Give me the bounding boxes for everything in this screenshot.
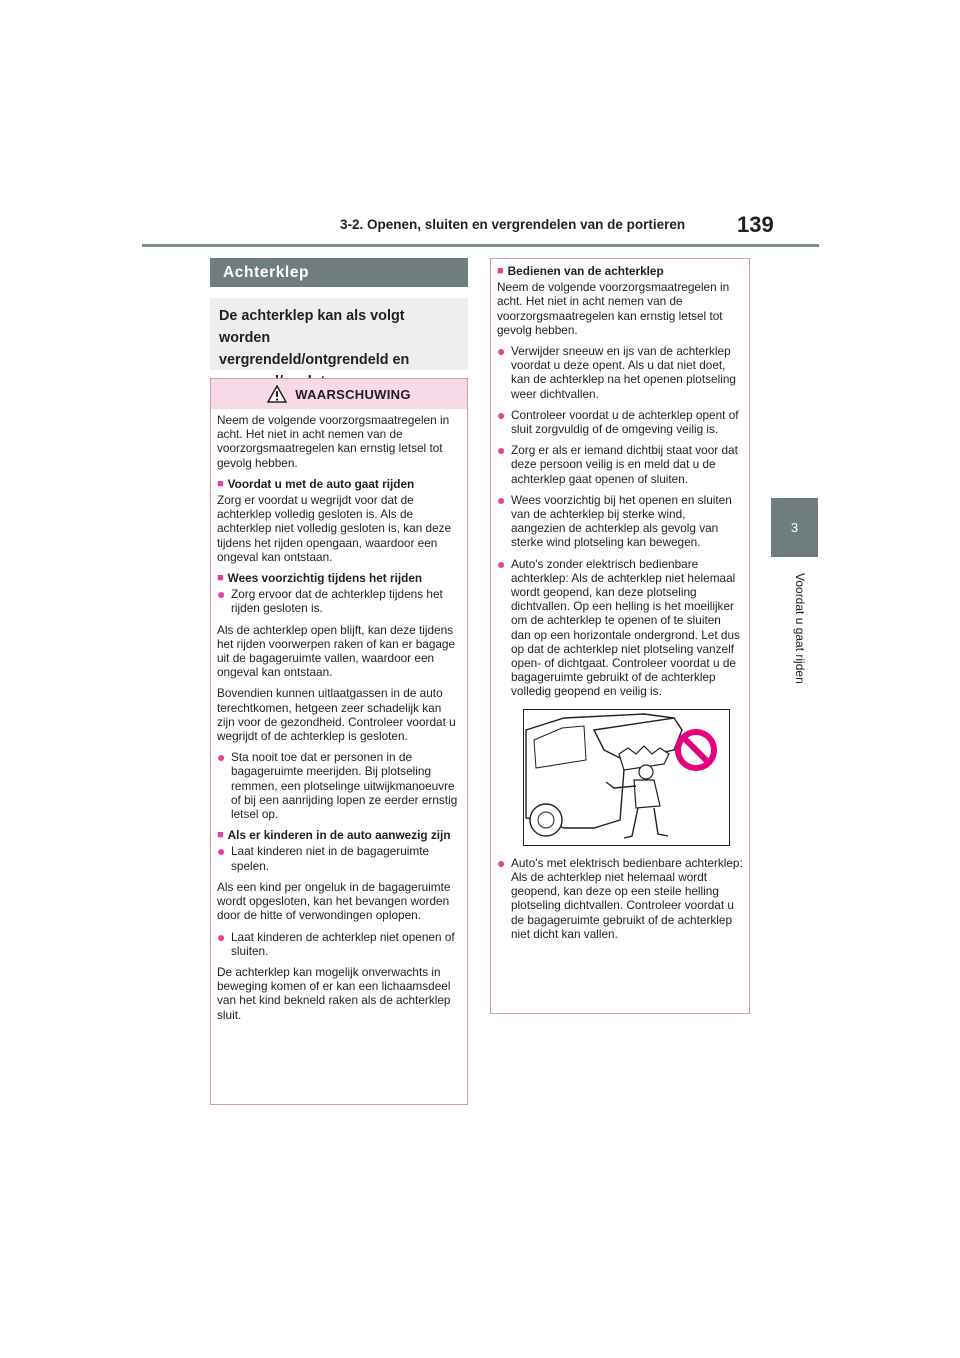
bullet-dot-icon: ●: [217, 586, 226, 603]
chapter-label: Voordat u gaat rijden: [793, 573, 807, 684]
bullet-dot-icon: ●: [497, 491, 506, 508]
square-bullet-icon: ■: [217, 477, 224, 490]
subheading: ■ Voordat u met de auto gaat rijden: [217, 476, 415, 491]
bullet-dot-icon: ●: [217, 749, 226, 766]
warning-intro: Neem de volgende voorzorgsmaatregelen in acht. Het niet in acht nemen van de voorzorgsmaatregelen kan ernstig letsel tot gevolg hebben.: [217, 413, 450, 470]
bullet-item: ● Sta nooit toe dat er personen in de bagageruimte meerijden. Bij plotseling remmen, een plotselinge uitwijkmanoeuvre of bij een aanrijding lopen ze eerder ernstig letsel op.: [217, 749, 458, 822]
warning-title: WAARSCHUWING: [295, 386, 411, 402]
warning-header: [211, 379, 467, 409]
bullet-dot-icon: ●: [217, 843, 226, 860]
chapter-tab[interactable]: 3: [771, 498, 818, 557]
paragraph: Zorg er voordat u wegrijdt voor dat de achterklep volledig gesloten is. Als de achterklep niet volledig gesloten is, kan deze tijdens het rijden opengaan, waardoor een ongeval kan ontstaan.: [217, 493, 452, 564]
section-title: Achterklep: [210, 258, 468, 287]
subheading: ■ Als er kinderen in de auto aanwezig zijn: [217, 828, 451, 843]
intro-line: vergrendeld/ontgrendeld en: [219, 352, 410, 368]
paragraph: Neem de volgende voorzorgsmaatregelen in acht. Het niet in acht nemen van de voorzorgsmaatregelen kan ernstig letsel tot gevolg hebben.: [497, 280, 730, 337]
bullet-item: ● Auto's zonder elektrisch bedienbare achterklep: Als de achterklep niet helemaal wordt geopend, kan deze plotseling dichtvallen. Op een helling is het moeilijker om de achterklep te openen of te sluiten dan op een horizontale ondergrond. Let dus op dat de achterklep niet plotseling vanzelf open- of dichtgaat. Controleer voordat u de bagageruimte gebruikt of de achterklep volledig geopend en veilig is.: [497, 555, 740, 699]
page-number: 139: [737, 212, 774, 237]
bullet-item: ● Auto's met elektrisch bedienbare achterklep: Als de achterklep niet helemaal wordt geopend, kan deze op een steile helling plotseling dichtvallen. Controleer voordat u de bagageruimte gebruikt of de achterklep niet dicht kan vallen.: [497, 854, 743, 941]
operation-content: [491, 259, 749, 941]
running-header: 3-2. Openen, sluiten en vergrendelen van de portieren: [340, 217, 686, 232]
tailgate-drawing: [524, 710, 729, 845]
warning-box: [210, 378, 468, 1105]
bullet-dot-icon: ●: [497, 442, 506, 459]
subheading: ■ Bedienen van de achterklep: [497, 264, 664, 278]
intro-line: De achterklep kan als volgt worden: [219, 308, 405, 346]
intro-box: [210, 298, 468, 370]
bullet-dot-icon: ●: [217, 928, 226, 945]
bullet-dot-icon: ●: [497, 406, 506, 423]
tailgate-illustration: [523, 709, 730, 846]
bullet-dot-icon: ●: [497, 343, 506, 360]
square-bullet-icon: ■: [217, 829, 224, 842]
bullet-item: ● Wees voorzichtig bij het openen en sluiten van de achterklep bij sterke wind, aangezien de achterklep als gevolg van sterke wind plotseling kan bewegen.: [497, 491, 732, 550]
bullet-item: ● Laat kinderen de achterklep niet openen of sluiten.: [217, 928, 455, 958]
paragraph: De achterklep kan mogelijk onverwachts in beweging komen of er kan een lichaamsdeel van het kind bekneld raken als de achterklep sluit.: [217, 964, 451, 1022]
paragraph: Als een kind per ongeluk in de bagageruimte wordt opgesloten, kan het bevangen worden door de hitte of verwondingen oplopen.: [217, 879, 451, 923]
paragraph: Als de achterklep open blijft, kan deze tijdens het rijden voorwerpen raken of kan er bagage uit de bagageruimte vallen, waardoor een ongeval kan ontstaan.: [217, 622, 456, 680]
subheading: ■ Wees voorzichtig tijdens het rijden: [217, 571, 423, 586]
warning-content: [211, 409, 467, 1022]
square-bullet-icon: ■: [217, 572, 224, 585]
bullet-item: ● Verwijder sneeuw en ijs van de achterklep voordat u deze opent. Als u dat niet doet, kan de achterklep na het openen plotseling weer dichtvallen.: [497, 343, 736, 401]
paragraph: Bovendien kunnen uitlaatgassen in de auto terechtkomen, hetgeen zeer schadelijk kan zijn voor de gezondheid. Controleer voordat u wegrijdt of de achterklep is gesloten.: [217, 686, 456, 744]
bullet-item: ● Controleer voordat u de achterklep opent of sluit zorgvuldig of de omgeving veilig is.: [497, 406, 739, 437]
bullet-dot-icon: ●: [497, 555, 506, 572]
bullet-item: ● Zorg er als er iemand dichtbij staat voor dat deze persoon veilig is en meld dat u de achterklep gaat openen of sluiten.: [497, 442, 738, 486]
bullet-item: ● Laat kinderen niet in de bagageruimte spelen.: [217, 843, 430, 873]
warning-triangle-icon: [267, 385, 287, 403]
header-rule: [142, 244, 819, 247]
bullet-item: ● Zorg ervoor dat de achterklep tijdens het rijden gesloten is.: [217, 586, 443, 616]
square-bullet-icon: ■: [497, 265, 504, 277]
operation-box: [490, 258, 750, 1014]
bullet-dot-icon: ●: [497, 854, 506, 871]
